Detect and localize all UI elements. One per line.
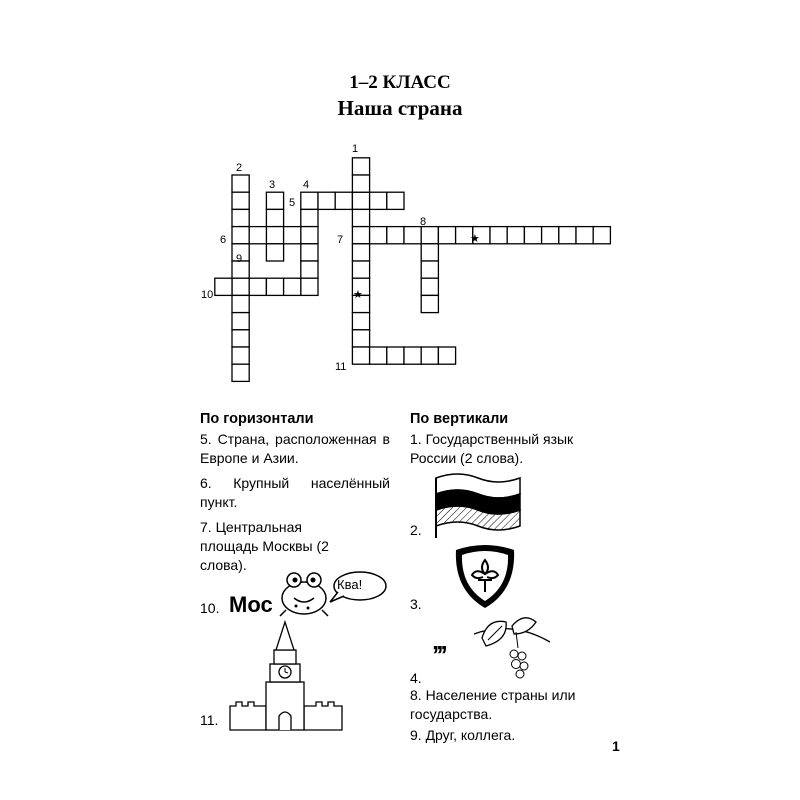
clue-across-6: 6. Крупный населённый пункт. <box>200 475 390 510</box>
grade-heading: 1–2 КЛАСС <box>349 72 451 93</box>
crossword-cell[interactable] <box>352 192 369 209</box>
crossword-cell[interactable] <box>352 313 369 330</box>
clue-down-3-number: 3. <box>410 596 422 612</box>
crossword-cell[interactable] <box>301 278 318 295</box>
crossword-cell[interactable] <box>352 158 369 175</box>
crossword-cell[interactable] <box>387 347 404 364</box>
crossword-cell[interactable] <box>335 192 352 209</box>
crossword-cell[interactable] <box>490 227 507 244</box>
clue-across-10-text: Мос <box>229 592 273 617</box>
clue-down-2-number: 2. <box>410 522 422 538</box>
crossword-cell[interactable] <box>284 278 301 295</box>
crossword-cell[interactable] <box>593 227 610 244</box>
clue-across-7: 7. Центральная площадь Москвы (2 слова). <box>200 519 329 573</box>
crossword-cell[interactable] <box>370 192 387 209</box>
crossword-cell[interactable] <box>284 227 301 244</box>
clue-number-5: 5 <box>289 197 296 209</box>
crossword-cell[interactable] <box>232 192 249 209</box>
crossword-cell[interactable] <box>421 278 438 295</box>
crossword-cell[interactable] <box>318 192 335 209</box>
crossword-cell[interactable] <box>370 227 387 244</box>
kremlin-tower-illustration <box>226 620 346 732</box>
crossword-cell[interactable] <box>301 261 318 278</box>
clue-down-9: 9. Друг, коллега. <box>410 727 516 743</box>
frog-speech-text: Ква! <box>337 577 363 592</box>
currant-branch-illustration <box>472 612 552 682</box>
crossword-cell[interactable] <box>352 330 369 347</box>
page-title: Наша страна <box>337 96 463 120</box>
crossword-cell[interactable] <box>301 209 318 226</box>
crossword-cell[interactable] <box>404 227 421 244</box>
crossword-cell[interactable] <box>232 364 249 381</box>
clue-down-1: 1. Государственный язык России (2 слова). <box>410 431 574 466</box>
russian-flag-illustration <box>428 468 528 540</box>
clue-number-2: 2 <box>236 162 243 174</box>
clue-down-4-number: 4. <box>410 670 422 686</box>
crossword-cell[interactable] <box>421 244 438 261</box>
clue-number-8: 8 <box>420 216 427 228</box>
apostrophe-marks: ’’’ <box>432 640 446 670</box>
down-clues-bottom <box>410 686 610 751</box>
clue-number-10: 10 <box>201 289 214 301</box>
clue-number-3: 3 <box>269 179 276 191</box>
crossword-cell[interactable] <box>438 347 455 364</box>
page-number: 1 <box>612 738 620 754</box>
crossword-cell[interactable] <box>352 347 369 364</box>
clue-down-8: 8. Население страны или государства. <box>410 687 576 722</box>
clue-across-10-number: 10. <box>200 600 220 616</box>
crossword-cell[interactable] <box>352 244 369 261</box>
crossword-cell[interactable] <box>421 261 438 278</box>
crossword-cell[interactable] <box>232 313 249 330</box>
crossword-cell[interactable] <box>266 192 283 209</box>
crossword-cell[interactable] <box>559 227 576 244</box>
clue-number-1: 1 <box>352 143 359 155</box>
crossword-cell[interactable] <box>215 278 232 295</box>
crossword-cell[interactable] <box>438 227 455 244</box>
crossword-cell[interactable] <box>352 209 369 226</box>
crossword-cell[interactable] <box>352 175 369 192</box>
clue-number-4: 4 <box>303 179 310 191</box>
crossword-cell[interactable] <box>387 192 404 209</box>
frog-illustration <box>276 568 396 628</box>
crossword-cell[interactable] <box>232 330 249 347</box>
crossword-cell[interactable] <box>266 278 283 295</box>
crossword-cell[interactable] <box>266 227 283 244</box>
crossword-cell[interactable] <box>352 261 369 278</box>
crossword-cell[interactable] <box>266 244 283 261</box>
crossword-cell[interactable] <box>507 227 524 244</box>
crossword-cell[interactable] <box>421 347 438 364</box>
crossword-cell[interactable] <box>387 227 404 244</box>
star-marker: ★ <box>353 289 363 301</box>
clue-number-6: 6 <box>220 234 227 246</box>
crossword-cell[interactable] <box>301 244 318 261</box>
clue-number-11: 11 <box>335 361 347 373</box>
crossword-cell[interactable] <box>421 295 438 312</box>
clue-across-5: 5. Страна, расположенная в Европе и Азии. <box>200 431 390 466</box>
crossword-cell[interactable] <box>266 209 283 226</box>
coat-of-arms-illustration <box>450 542 520 612</box>
crossword-cell[interactable] <box>542 227 559 244</box>
crossword-cell[interactable] <box>232 175 249 192</box>
crossword-cell[interactable] <box>301 227 318 244</box>
crossword-cell[interactable] <box>249 227 266 244</box>
crossword-cell[interactable] <box>404 347 421 364</box>
clue-number-7: 7 <box>337 234 344 246</box>
star-marker: ★ <box>470 233 480 245</box>
down-heading: По вертикали <box>410 411 509 427</box>
crossword-cell[interactable] <box>232 295 249 312</box>
across-heading: По горизонтали <box>200 411 314 427</box>
crossword-cell[interactable] <box>421 227 438 244</box>
crossword-cell[interactable] <box>232 209 249 226</box>
crossword-cell[interactable] <box>232 347 249 364</box>
crossword-cell[interactable] <box>524 227 541 244</box>
crossword-cell[interactable] <box>301 192 318 209</box>
crossword-cell[interactable] <box>232 227 249 244</box>
crossword-cell[interactable] <box>232 278 249 295</box>
clue-across-11-number: 11. <box>200 712 219 728</box>
across-clues <box>200 410 390 581</box>
crossword-cell[interactable] <box>576 227 593 244</box>
crossword-cell[interactable] <box>370 347 387 364</box>
down-clues <box>410 410 610 474</box>
crossword-cell[interactable] <box>352 227 369 244</box>
crossword-cell[interactable] <box>249 278 266 295</box>
clue-number-9: 9 <box>236 253 243 265</box>
